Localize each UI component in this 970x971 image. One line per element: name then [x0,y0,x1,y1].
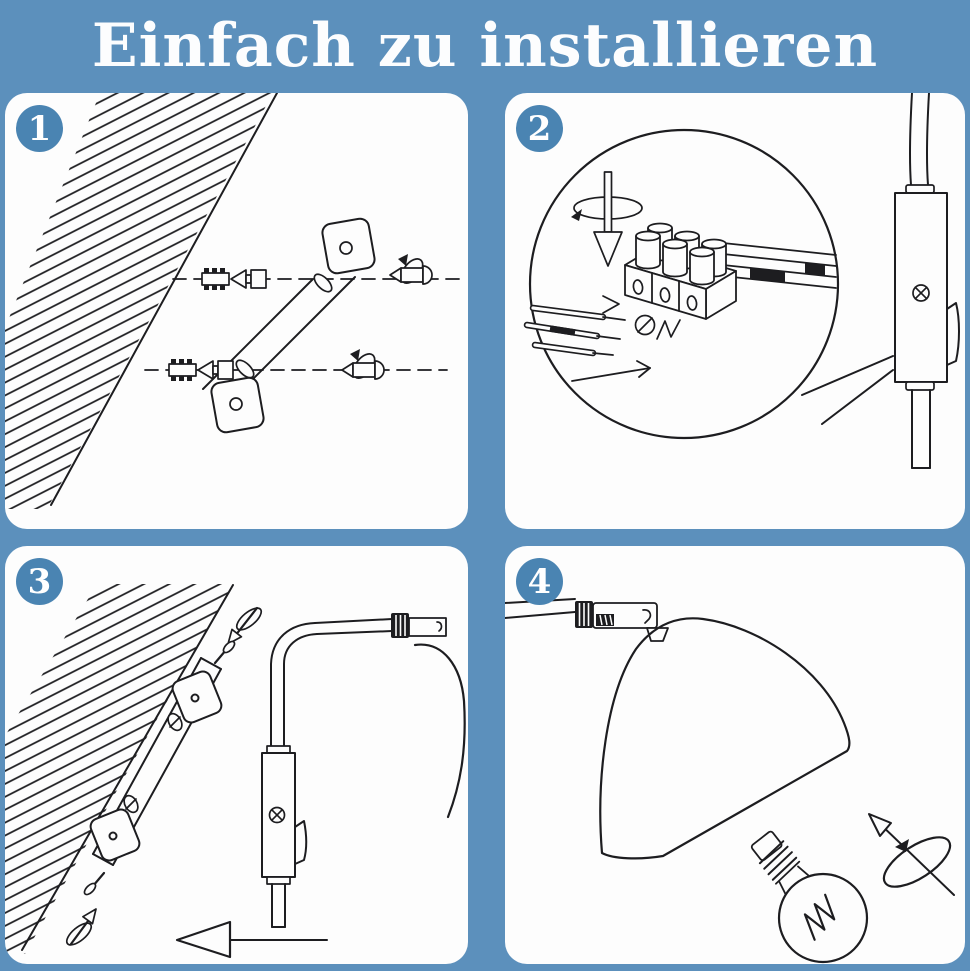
bracket-slot [311,271,334,294]
step-1-illustration [5,93,468,529]
step-4-illustration [505,546,965,964]
step-2-illustration [505,93,965,529]
terminal-block [625,224,736,320]
step-2-badge [516,105,563,152]
lamp-shade-edge [415,645,465,817]
bracket-plate [321,217,376,274]
screw-rotation-icon-top [215,604,265,663]
mounting-bracket [203,217,376,433]
step-4-number: 4 [527,561,552,602]
lamp-arm-joint [505,599,668,641]
cord-switch-unit [895,93,959,468]
wall-hatching [5,93,277,509]
lamp-arm [315,619,392,623]
cord [910,93,912,185]
step-panel-1 [5,93,468,529]
page-title: Einfach zu installieren [91,11,879,81]
step-1-badge [16,105,63,152]
power-cord-wires [723,243,836,288]
switch-body [262,753,295,877]
step-panel-2 [505,93,965,529]
step-panel-4 [505,546,965,964]
step-3-number: 3 [27,561,52,602]
wall-anchor-icon [169,268,266,381]
wall-lamp [262,613,465,927]
step-2-number: 2 [527,108,552,149]
slide-direction-arrow [177,922,327,957]
alignment-dashed-lines [145,279,463,370]
shade-holder [409,618,446,636]
rocker-switch [947,303,959,365]
rocker-switch [295,821,306,864]
step-3-badge [16,558,63,605]
wall-hatching [5,584,233,954]
screw-in-rotation-icon [869,814,958,896]
screwdriver-rotation-icon [571,172,642,266]
lamp-shade [600,618,849,858]
step-3-illustration [5,546,468,964]
step-4-badge [516,558,563,605]
screw-with-rotation-icon [342,254,432,382]
stripped-wires [527,308,625,355]
hook-detail [643,610,650,623]
bracket-plate [210,376,265,433]
callout-pointer [822,370,893,424]
insert-direction-arrow [572,361,650,381]
step-panel-3 [5,546,468,964]
bulb-globe [779,874,867,962]
switch-body [895,193,947,382]
bracket-slot [233,357,256,380]
screw-rotation-icon-bottom [63,873,104,949]
step-1-number: 1 [27,108,52,149]
light-bulb [748,829,867,962]
